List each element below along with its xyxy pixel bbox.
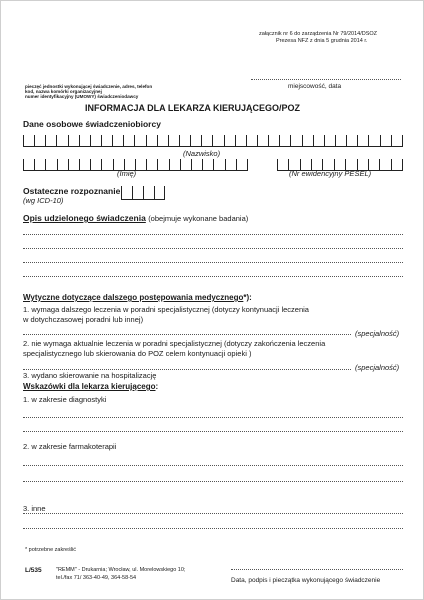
guideline-3[interactable]: 3. wydano skierowanie na hospitalizację: [23, 371, 157, 380]
description-line-2[interactable]: [23, 248, 403, 249]
guideline-1-line-2[interactable]: w dotychczasowej poradni lub innej): [23, 315, 144, 324]
hint-diagnostics-label: 1. w zakresie diagnostyki: [23, 395, 107, 404]
hint-pharma-label: 2. w zakresie farmakoterapii: [23, 442, 117, 451]
hint-diagnostics-line-2[interactable]: [23, 431, 403, 432]
specialty-1-field[interactable]: [23, 334, 351, 335]
guideline-2-line-1[interactable]: 2. nie wymaga aktualnie leczenia w poradni specjalistycznej (dotyczy zakończenia leczenia: [23, 339, 326, 348]
stamp-line-1: pieczęć jednostki wykonującej świadczenie, adres, telefon: [25, 84, 153, 89]
place-date-label: miejscowość, data: [288, 83, 342, 90]
hint-pharma-line-2[interactable]: [23, 481, 403, 482]
stamp-line-3: numer identyfikacyjny (UMOWY) świadczeniodawcy: [25, 94, 139, 99]
description-line-3[interactable]: [23, 262, 403, 263]
hint-diagnostics-line-1[interactable]: [23, 417, 403, 418]
specialty-2-label: (specjalność): [355, 363, 400, 372]
hint-pharma-line-1[interactable]: [23, 465, 403, 466]
signature-label: Data, podpis i pieczątka wykonującego świadczenie: [231, 577, 381, 584]
hints-colon: :: [155, 382, 159, 391]
guidelines-star: *):: [243, 293, 252, 302]
hint-other-line-2[interactable]: [23, 528, 403, 529]
footnote: * potrzebne zakreślić: [25, 547, 77, 553]
printer-line-1: "REMM" - Drukarnia; Wrocław, ul. Morelowskiego 10;: [56, 567, 186, 573]
surname-grid[interactable]: [23, 135, 403, 147]
stamp-line-2: kod, nazwa komórki organizacyjnej: [25, 89, 102, 94]
diagnosis-sub: (wg ICD-10): [23, 196, 64, 205]
diagnosis-heading: Ostateczne rozpoznanie: [23, 186, 121, 196]
annex-line-2: Prezesa NFZ z dnia 5 grudnia 2014 r.: [276, 38, 368, 44]
description-heading-row: [23, 213, 248, 224]
hint-other-label: 3. inne: [23, 504, 46, 513]
guideline-1-line-1[interactable]: 1. wymaga dalszego leczenia w poradni specjalistycznej (dotyczy kontynuacji leczenia: [23, 305, 309, 314]
specialty-2-field[interactable]: [23, 369, 351, 370]
place-date-field[interactable]: [251, 79, 401, 80]
first-name-label: (Imię): [117, 169, 137, 178]
printer-line-2: tel./fax 71/ 363-40-49, 364-58-54: [56, 575, 137, 581]
surname-label: (Nazwisko): [183, 149, 221, 158]
description-heading: Opis udzielonego świadczenia: [23, 213, 146, 223]
form-code: L/535: [25, 567, 42, 574]
personal-data-heading: Dane osobowe świadczeniobiorcy: [23, 119, 161, 129]
hints-heading-row: [23, 382, 158, 392]
guidelines-heading: Wytyczne dotyczące dalszego postępowania medycznego: [23, 293, 244, 302]
hint-other-line-1[interactable]: [23, 513, 403, 514]
description-note: (obejmuje wykonane badania): [148, 214, 249, 223]
guideline-2-line-2[interactable]: specjalistycznego lub skierowania do POZ celem kontynuacji opieki ): [23, 349, 252, 358]
hints-heading: Wskazówki dla lekarza kierującego: [23, 382, 156, 391]
specialty-1-label: (specjalność): [355, 329, 400, 338]
guidelines-heading-row: [23, 293, 252, 303]
annex-line-1: załącznik nr 6 do zarządzenia Nr 79/2014/DSOZ: [259, 31, 378, 37]
form-title: INFORMACJA DLA LEKARZA KIERUJĄCEGO/POZ: [85, 103, 301, 113]
description-line-4[interactable]: [23, 276, 403, 277]
pesel-label: (Nr ewidencyjny PESEL): [289, 169, 372, 178]
signature-field[interactable]: [231, 569, 403, 570]
icd10-grid[interactable]: [121, 186, 165, 200]
description-line-1[interactable]: [23, 234, 403, 235]
